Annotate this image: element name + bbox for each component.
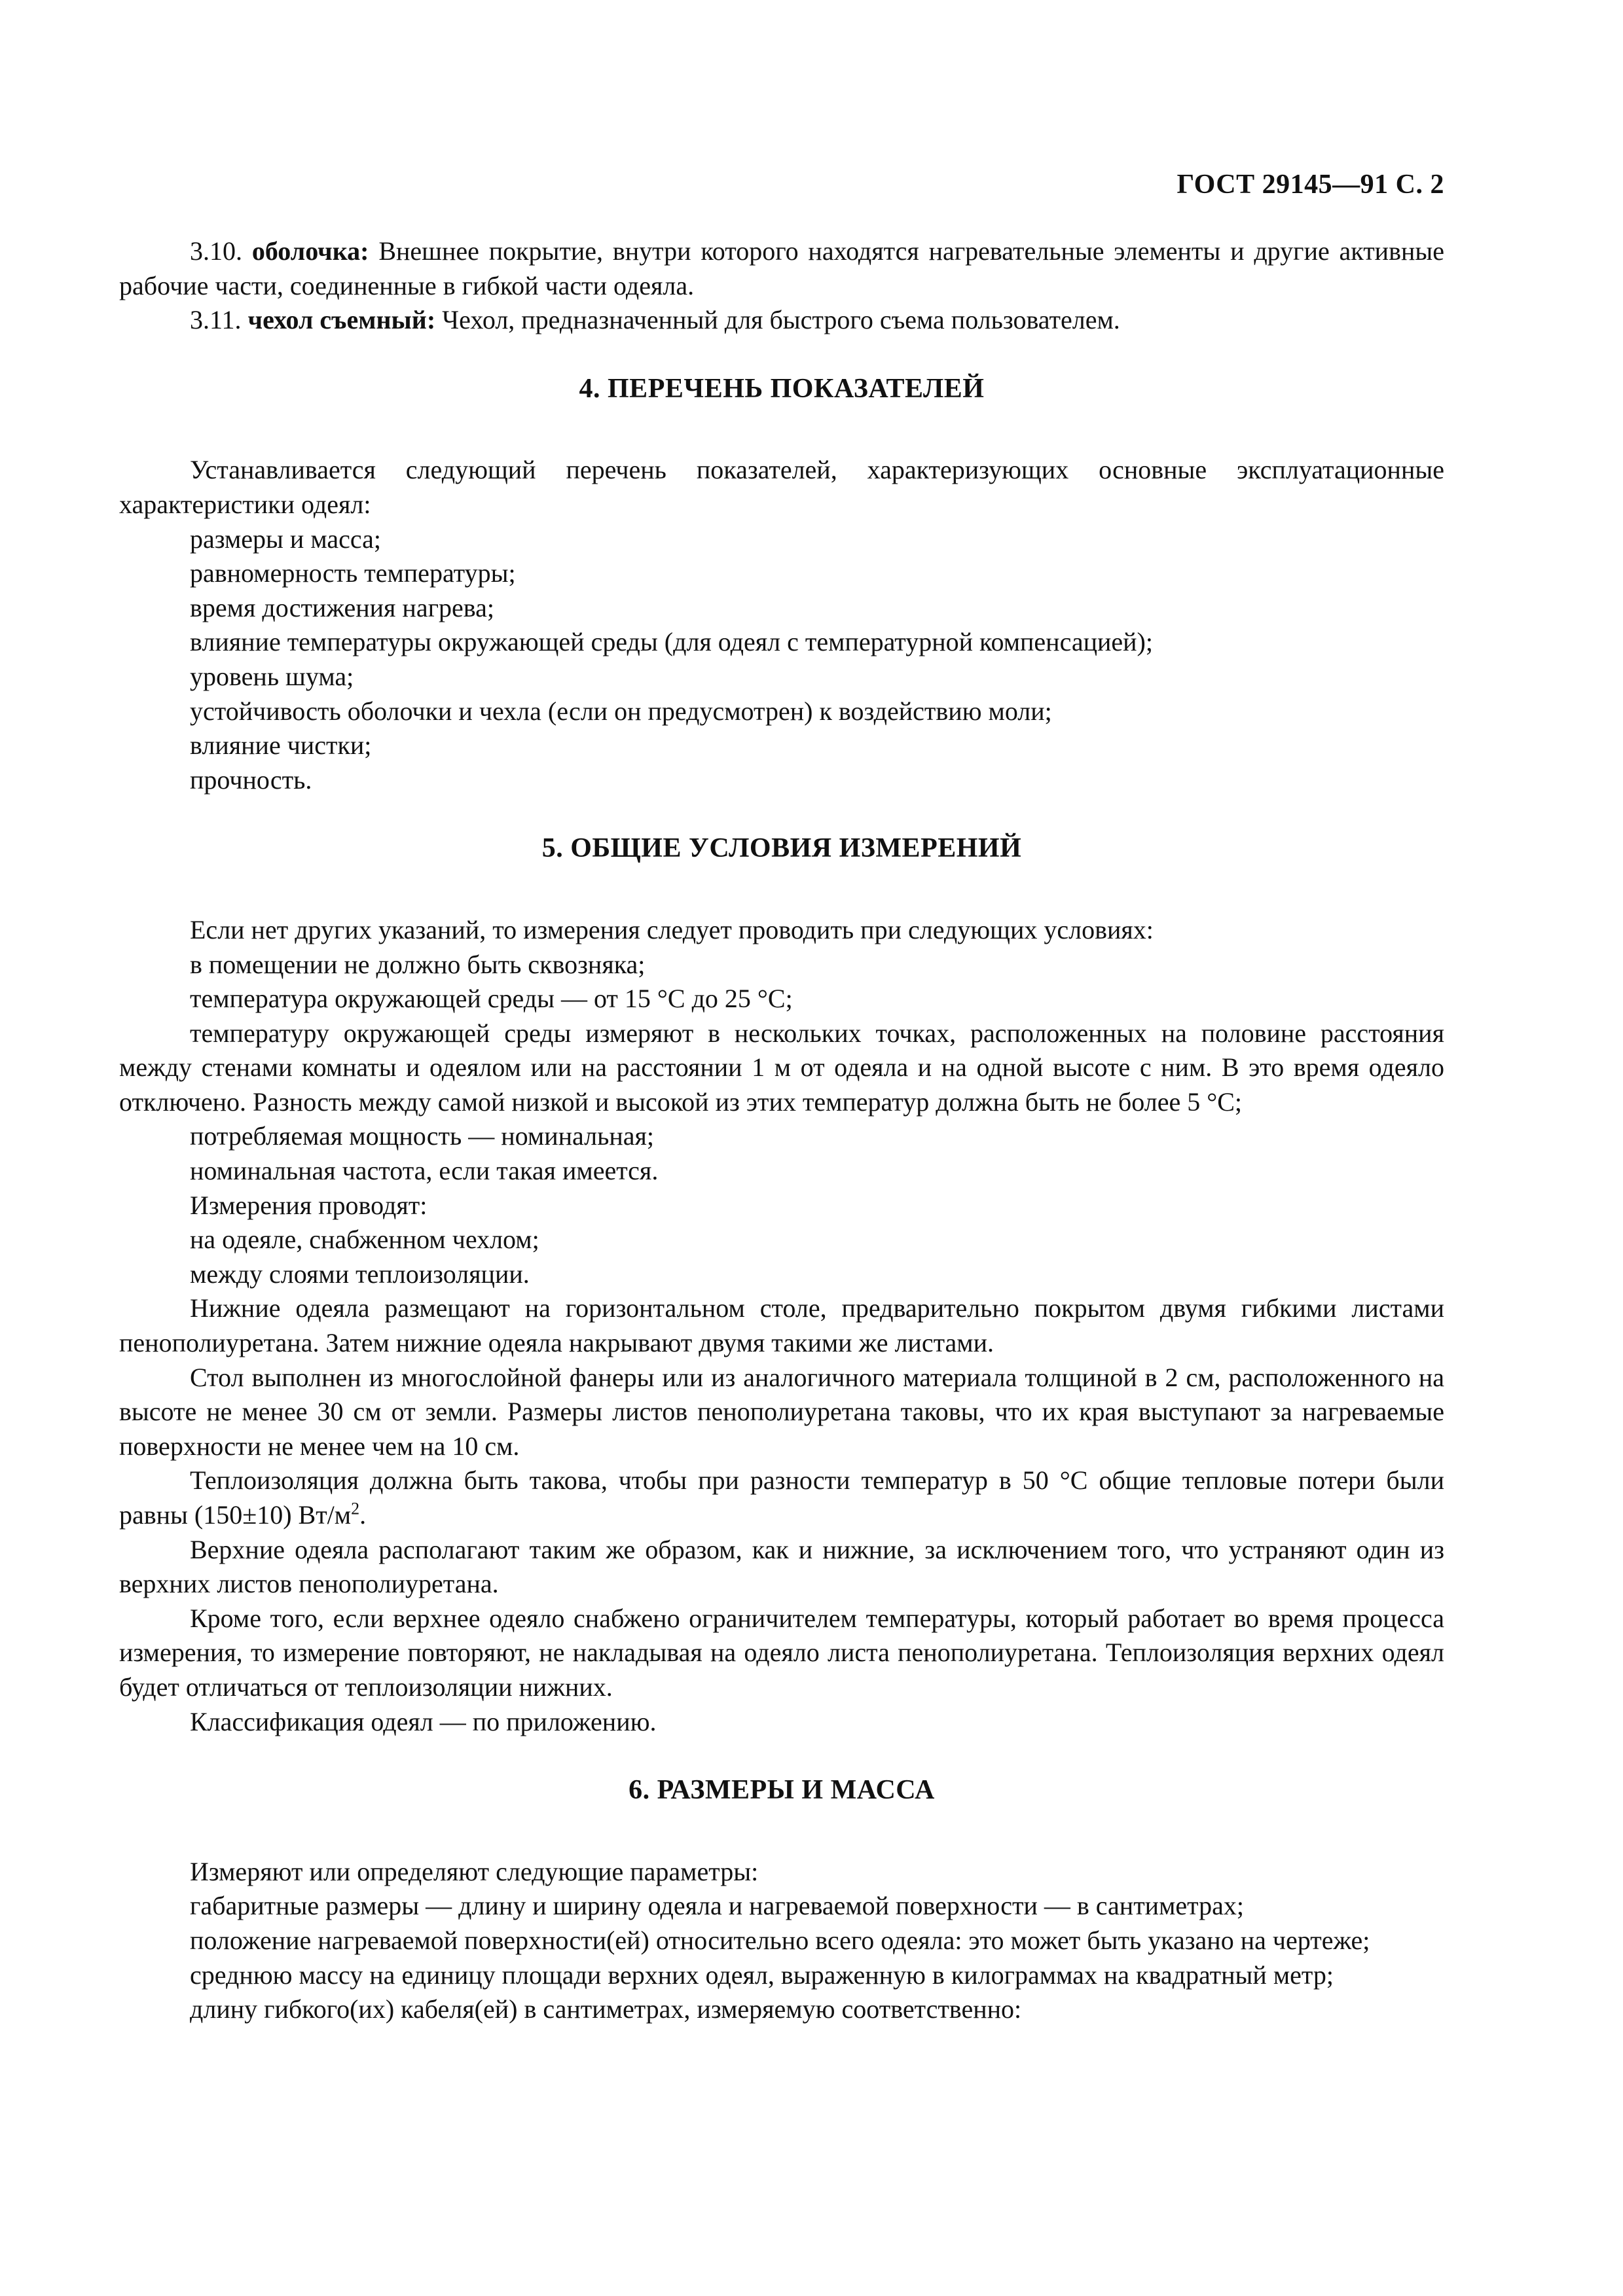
paragraph-text: Теплоизоляция должна быть такова, чтобы при разности температур в 50 °С общие тепловые потери были равны (150±10) Вт/м	[119, 1465, 1444, 1530]
paragraph-heat-loss	[119, 1463, 1444, 1532]
page-header-doc-ref: ГОСТ 29145—91 С. 2	[1176, 170, 1444, 200]
definition-text: Внешнее покрытие, внутри которого находятся нагревательные элементы и другие активные рабочие части, соединенные в гибкой части одеяла.	[119, 236, 1445, 300]
paragraph: номинальная частота, если такая имеется.	[190, 1156, 659, 1186]
section-4-body	[119, 453, 1444, 797]
list-item: влияние температуры окружающей среды (для одеял с температурной компенсацией);	[190, 627, 1153, 657]
paragraph: на одеяле, снабженном чехлом;	[190, 1225, 539, 1255]
paragraph-end: .	[359, 1500, 367, 1530]
list-item: уровень шума;	[190, 661, 354, 691]
section-6-heading: 6. РАЗМЕРЫ И МАССА	[629, 1775, 935, 1806]
paragraph: Верхние одеяла располагают таким же образом, как и нижние, за исключением того, что устраняют один из верхних листов пенополиуретана.	[119, 1534, 1444, 1599]
list-item: влияние чистки;	[190, 730, 372, 761]
section-4-heading: 4. ПЕРЕЧЕНЬ ПОКАЗАТЕЛЕЙ	[579, 373, 985, 404]
definition-3-10	[119, 234, 1444, 303]
definition-term: чехол съемный:	[247, 305, 436, 335]
paragraph: длину гибкого(их) кабеля(ей) в сантиметрах, измеряемую соответственно:	[190, 1994, 1022, 2024]
definition-3-11	[119, 303, 1444, 338]
paragraph: Классификация одеял — по приложению.	[190, 1706, 657, 1736]
paragraph: в помещении не должно быть сквозняка;	[190, 949, 646, 979]
paragraph: температуру окружающей среды измеряют в нескольких точках, расположенных на половине расстояния между стенами комнаты и одеялом или на расстоянии 1 м от одеяла и на одной высоте с ним. В это время одеяло отключено. Разность между самой низкой и высокой из этих температур должна быть не более 5 °С;	[119, 1018, 1444, 1117]
section-4-intro: Устанавливается следующий перечень показателей, характеризующих основные эксплуатационные характеристики одеял:	[119, 455, 1444, 519]
definition-number: 3.10.	[190, 236, 242, 266]
section-5-heading: 5. ОБЩИЕ УСЛОВИЯ ИЗМЕРЕНИЙ	[541, 833, 1022, 864]
list-item: время достижения нагрева;	[190, 592, 494, 622]
list-item: устойчивость оболочки и чехла (если он предусмотрен) к воздействию моли;	[190, 696, 1052, 726]
paragraph: Стол выполнен из многослойной фанеры или из аналогичного материала толщиной в 2 см, расположенного на высоте не менее 30 см от земли. Размеры листов пенополиуретана таковы, что их края выступают за нагреваемые поверхности не менее чем на 10 см.	[119, 1362, 1444, 1461]
paragraph: Нижние одеяла размещают на горизонтальном столе, предварительно покрытом двумя гибкими листами пенополиуретана. Затем нижние одеяла накрывают двумя такими же листами.	[119, 1293, 1444, 1358]
document-page	[119, 0, 1444, 2296]
paragraph: потребляемая мощность — номинальная;	[190, 1121, 655, 1151]
paragraph: положение нагреваемой поверхности(ей) относительно всего одеяла: это может быть указано на чертеже;	[190, 1925, 1370, 1955]
list-item: размеры и масса;	[190, 524, 381, 554]
paragraph: Измеряют или определяют следующие параметры:	[190, 1856, 759, 1886]
list-item: прочность.	[190, 764, 312, 795]
paragraph: Измерения проводят:	[190, 1190, 428, 1220]
paragraph: Кроме того, если верхнее одеяло снабжено ограничителем температуры, который работает во время процесса измерения, то измерение повторяют, не накладывая на одеяло листа пенополиуретана. Теплоизоляция верхних одеял будет отличаться от теплоизоляции нижних.	[119, 1603, 1444, 1702]
document-body	[119, 234, 1444, 2027]
section-6-body	[119, 1855, 1444, 2027]
list-item: равномерность температуры;	[190, 558, 516, 588]
section-5-body	[119, 913, 1444, 1739]
superscript-exponent: 2	[351, 1499, 360, 1518]
definition-text: Чехол, предназначенный для быстрого съема пользователем.	[442, 305, 1120, 335]
paragraph: между слоями теплоизоляции.	[190, 1259, 530, 1289]
definition-term: оболочка:	[251, 236, 369, 266]
paragraph: габаритные размеры — длину и ширину одеяла и нагреваемой поверхности — в сантиметрах;	[190, 1891, 1244, 1921]
paragraph: среднюю массу на единицу площади верхних одеял, выраженную в килограммах на квадратный метр;	[190, 1960, 1334, 1990]
paragraph: температура окружающей среды — от 15 °С до 25 °С;	[190, 984, 793, 1014]
paragraph: Если нет других указаний, то измерения следует проводить при следующих условиях:	[190, 914, 1154, 944]
definition-number: 3.11.	[190, 305, 242, 335]
